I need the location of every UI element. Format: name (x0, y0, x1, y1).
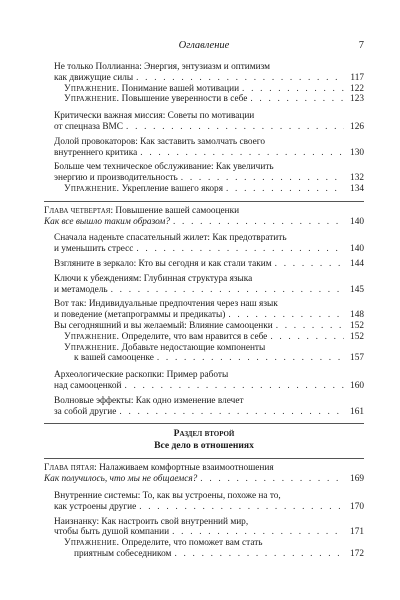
toc-exercise[interactable] (44, 184, 364, 195)
page-number: 7 (358, 40, 364, 51)
toc-entry[interactable] (44, 321, 364, 332)
toc-page-number: 140 (350, 244, 364, 255)
dot-leader (270, 332, 344, 343)
toc-entry-line: и уменьшить стресс (54, 244, 134, 255)
toc-entry-line: энергию и производительность (54, 173, 178, 184)
dot-leader (111, 285, 344, 296)
toc-entry[interactable] (44, 491, 364, 513)
running-head (44, 40, 364, 54)
dot-leader (276, 321, 344, 332)
toc-entry-line: и метамодель (54, 284, 108, 295)
toc-entry-line: за собой другие (54, 406, 117, 417)
toc-entry-line: Сначала наденьте спасательный жилет: Как предотвратить (54, 233, 287, 244)
running-title: Оглавление (178, 40, 230, 51)
section-number: Раздел второй (173, 428, 235, 440)
toc-page-number: 123 (350, 94, 364, 105)
dot-leader (250, 94, 344, 105)
toc-page-number: 161 (350, 406, 364, 417)
toc-page-number: 140 (350, 216, 364, 227)
exercise-label: Упражнение. (64, 94, 120, 105)
dot-leader (124, 381, 344, 392)
dot-leader (136, 73, 344, 84)
toc-entry[interactable] (44, 233, 364, 255)
toc-chapter[interactable] (44, 463, 364, 474)
toc-entry[interactable] (44, 274, 364, 296)
dot-leader (119, 407, 344, 418)
toc-page-number: 160 (350, 380, 364, 391)
toc-exercise[interactable] (44, 94, 364, 105)
toc-entry[interactable] (44, 396, 364, 418)
toc-entry-line: над самооценкой (54, 380, 122, 391)
toc-entry[interactable] (44, 370, 364, 392)
toc-entry[interactable] (44, 259, 364, 270)
dot-leader (275, 259, 344, 270)
toc-exercise[interactable] (44, 343, 364, 365)
toc-entry-line: Критически важная миссия: Советы по мотивации (54, 111, 255, 122)
toc-page-number: 172 (350, 548, 364, 559)
toc-entry-line: к вашей самооценке (74, 353, 154, 364)
exercise-label: Упражнение. (64, 83, 120, 94)
toc-entry-line: Добавьте недостающие компоненты (121, 342, 266, 353)
toc-page-number: 130 (350, 147, 364, 158)
toc-exercise[interactable] (44, 84, 364, 95)
dot-leader (172, 527, 344, 538)
toc-page-number: 144 (350, 258, 364, 269)
toc-chapter[interactable] (44, 206, 364, 217)
chapter-subtitle: Как все вышло таким образом? (44, 216, 170, 227)
toc-page-number: 126 (350, 121, 364, 132)
toc-entry-line: Не только Поллианна: Энергия, энтузиазм и оптимизм (54, 62, 271, 72)
toc-entry-line: Волновые эффекты: Как одно изменение влечет (54, 395, 244, 406)
toc-page-number: 122 (350, 83, 364, 94)
toc-page-number: 117 (350, 72, 364, 83)
exercise-label: Упражнение. (64, 331, 120, 342)
toc-entry-line: Определите, что поможет вам стать (121, 538, 263, 549)
toc-entry-line: Вот так: Индивидуальные предпочтения через наш язык (54, 299, 278, 310)
toc-entry-line: и поведение (метапрограммы и предикаты) (54, 310, 226, 321)
toc-page-number: 152 (350, 331, 364, 342)
exercise-label: Упражнение. (64, 183, 120, 194)
dot-leader (242, 84, 344, 95)
toc-page-number: 171 (350, 527, 364, 538)
dot-leader (181, 173, 344, 184)
toc-entry[interactable] (44, 299, 364, 321)
dot-leader (136, 244, 344, 255)
toc-entry[interactable] (44, 62, 364, 84)
toc-exercise[interactable] (44, 332, 364, 343)
dot-leader (228, 310, 344, 321)
exercise-label: Упражнение. (64, 342, 120, 353)
table-of-contents (44, 62, 364, 560)
toc-page-number: 132 (350, 173, 364, 184)
toc-entry[interactable] (44, 111, 364, 133)
toc-chapter-subtitle[interactable] (44, 217, 364, 228)
divider (44, 423, 364, 424)
toc-entry-line: Понимание вашей мотивации (121, 83, 240, 94)
toc-chapter-subtitle[interactable] (44, 474, 364, 485)
dot-leader (126, 122, 344, 133)
toc-entry-line: Вы сегодняшний и вы желаемый: Влияние самооценки (54, 320, 273, 331)
dot-leader (140, 148, 344, 159)
toc-page-number: 157 (350, 353, 364, 364)
toc-page-number: 134 (350, 183, 364, 194)
toc-entry-line: Повышение уверенности в себе (121, 94, 248, 105)
chapter-label: Глава четвертая: (44, 205, 114, 216)
chapter-label: Глава пятая: (44, 463, 97, 474)
toc-entry[interactable] (44, 162, 364, 184)
toc-entry-line: Взгляните в зеркало: Кто вы сегодня и как стали таким (54, 258, 272, 269)
toc-page-number: 169 (350, 474, 364, 485)
toc-entry-line: Археологические раскопки: Пример работы (54, 370, 229, 381)
toc-entry-line: Внутренние системы: То, как вы устроены, похоже на то, (54, 490, 281, 501)
section-title: Все дело в отношениях (154, 440, 254, 452)
dot-leader (157, 353, 344, 364)
toc-exercise[interactable] (44, 538, 364, 560)
toc-entry-line: Ключи к убеждениям: Глубинная структура языка (54, 273, 253, 284)
divider (44, 458, 364, 459)
chapter-title: Повышение вашей самооценки (115, 205, 240, 216)
dot-leader (200, 474, 344, 485)
toc-entry-line: внутреннего критика (54, 147, 138, 158)
dot-leader (226, 184, 344, 195)
toc-page-number: 152 (350, 320, 364, 331)
toc-entry-line: от спецназа ВМС (54, 121, 124, 132)
dot-leader (139, 502, 344, 513)
chapter-title: Налаживаем комфортные взаимоотношения (99, 463, 274, 474)
toc-page-number: 170 (350, 501, 364, 512)
exercise-label: Упражнение. (64, 538, 120, 549)
toc-entry[interactable] (44, 517, 364, 539)
section-heading (44, 428, 364, 452)
toc-entry-line: Определите, что вам нравится в себе (121, 331, 268, 342)
chapter-subtitle: Как получилось, что мы не общаемся? (44, 474, 198, 485)
toc-page-number: 145 (350, 284, 364, 295)
toc-entry-line: приятным собеседником (74, 548, 172, 559)
toc-entry[interactable] (44, 137, 364, 159)
toc-entry-line: Укрепление вашего якоря (121, 183, 223, 194)
toc-page-number: 148 (350, 310, 364, 321)
dot-leader (174, 549, 344, 560)
toc-entry-line: чтобы быть душой компании (54, 527, 170, 538)
toc-entry-line: Долой провокаторов: Как заставить замолчать своего (54, 136, 266, 147)
toc-entry-line: Наизнанку: Как настроить свой внутренний мир, (54, 516, 249, 527)
dot-leader (173, 217, 344, 228)
toc-entry-line: как движущие силы (54, 72, 134, 83)
divider (44, 201, 364, 202)
toc-entry-line: как устроены другие (54, 501, 137, 512)
toc-entry-line: Больше чем техническое обслуживание: Как увеличить (54, 162, 274, 173)
